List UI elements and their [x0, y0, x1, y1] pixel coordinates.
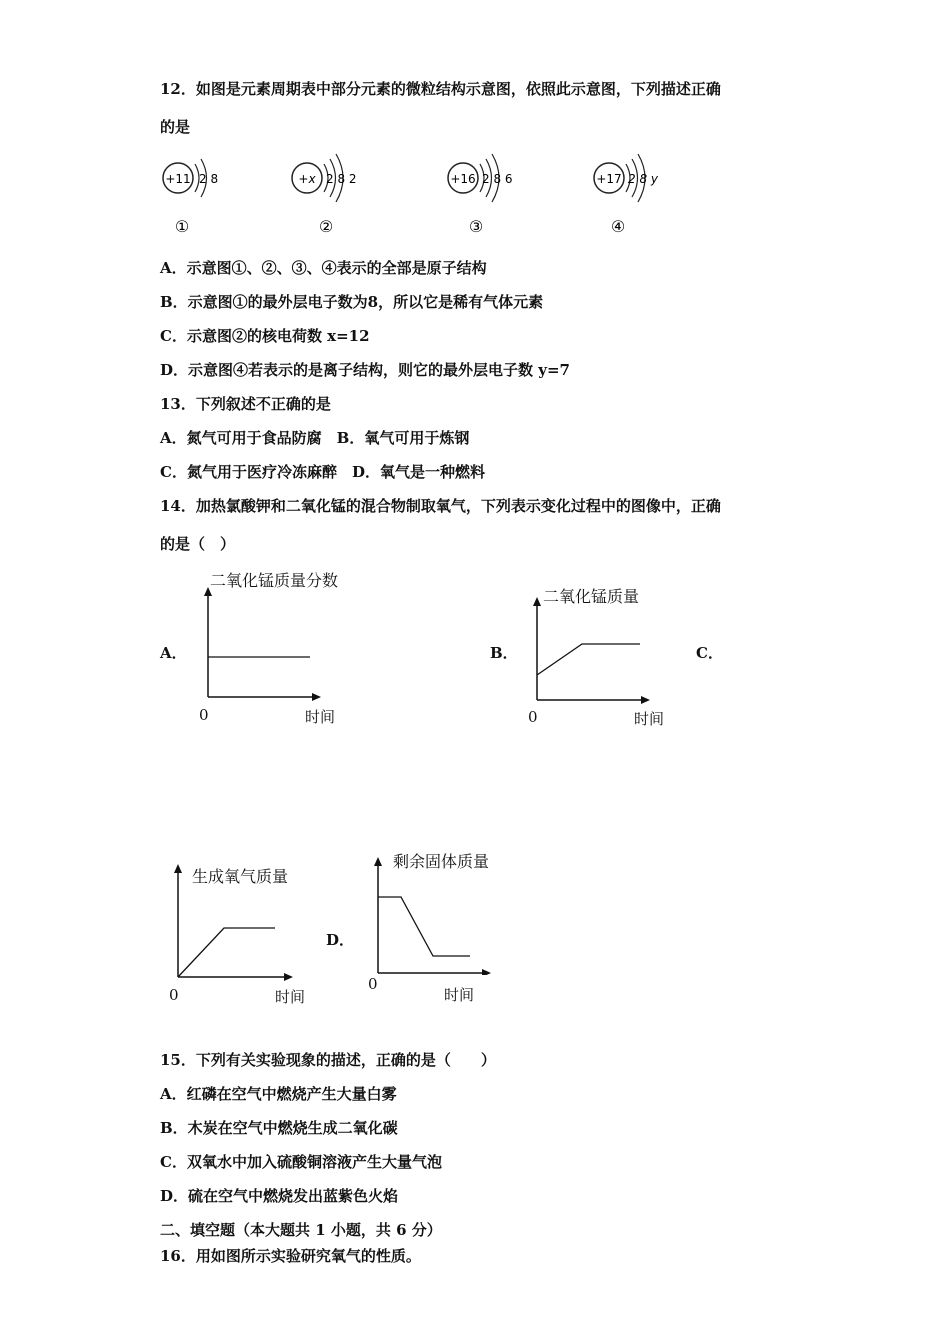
atom-diagram-4: [594, 154, 659, 236]
q15-option-c: C．双氧水中加入硫酸铜溶液产生大量气泡: [160, 1153, 442, 1171]
graph-d-curve: [378, 897, 470, 956]
graph-b-curve: [537, 644, 640, 675]
q14-label-c: C．: [696, 644, 723, 662]
q12-option-a: A．示意图①、②、③、④表示的全部是原子结构: [160, 259, 487, 277]
atom-2-label: ②: [318, 217, 334, 236]
atom-4-nucleus: +17: [596, 172, 622, 186]
atom-3-label: ③: [468, 217, 484, 236]
atom-1-label: ①: [174, 217, 190, 236]
graph-a: [195, 585, 335, 715]
graph-c-xlabel: 时间: [275, 988, 306, 1006]
graph-b: [524, 595, 664, 715]
q12-option-c: C．示意图②的核电荷数 x=12: [160, 327, 370, 345]
atom-3-nucleus: +16: [450, 172, 476, 186]
atom-2-shells: 2 8 2: [326, 172, 357, 186]
atom-4-label: ④: [610, 217, 626, 236]
q13-stem: 13．下列叙述不正确的是: [160, 395, 331, 413]
graph-a-title: 二氧化锰质量分数: [210, 571, 339, 590]
q13-options-cd: C．氮气用于医疗冷冻麻醉 D．氧气是一种燃料: [160, 463, 485, 481]
q14-label-a: A．: [160, 644, 187, 662]
q12-option-b: B．示意图①的最外层电子数为8，所以它是稀有气体元素: [160, 293, 544, 311]
q14-label-d: D．: [326, 931, 355, 949]
atom-diagram-2: [292, 154, 357, 236]
q15-option-d: D．硫在空气中燃烧发出蓝紫色火焰: [160, 1187, 399, 1205]
graph-c-curve: [178, 928, 275, 977]
q14-stem-line1: 14．加热氯酸钾和二氧化锰的混合物制取氧气，下列表示变化过程中的图像中，正确: [160, 497, 721, 515]
section-2-heading: 二、填空题（本大题共 1 小题，共 6 分）: [160, 1221, 442, 1239]
graph-b-origin: 0: [528, 708, 538, 726]
atom-2-nucleus: +x: [298, 172, 316, 186]
q12-option-d: D．示意图④若表示的是离子结构，则它的最外层电子数 y=7: [160, 361, 570, 379]
graph-a-origin: 0: [199, 706, 209, 724]
graph-d: [365, 855, 505, 975]
q13-options-ab: A．氮气可用于食品防腐 B．氧气可用于炼钢: [160, 429, 470, 447]
graph-b-xlabel: 时间: [634, 710, 665, 728]
graph-c-title: 生成氧气质量: [192, 867, 289, 886]
graph-c: [165, 862, 305, 982]
graph-d-origin: 0: [368, 975, 378, 993]
q14-label-b: B．: [490, 644, 518, 662]
q16-stem: 16．用如图所示实验研究氧气的性质。: [160, 1247, 421, 1265]
q15-stem: 15．下列有关实验现象的描述，正确的是（ ）: [160, 1051, 496, 1069]
atom-diagrams: [0, 148, 950, 238]
q15-option-b: B．木炭在空气中燃烧生成二氧化碳: [160, 1119, 398, 1137]
q14-stem-line2: 的是（ ）: [160, 535, 236, 553]
atom-1-nucleus: +11: [165, 172, 191, 186]
q12-stem-line1: 12．如图是元素周期表中部分元素的微粒结构示意图，依照此示意图，下列描述正确: [160, 80, 721, 98]
atom-diagram-1: [163, 159, 218, 236]
atom-4-shells: 2 8 y: [628, 172, 658, 186]
graph-d-xlabel: 时间: [444, 986, 475, 1004]
atom-1-shells: 2 8: [199, 172, 219, 186]
q12-stem-line2: 的是: [160, 118, 191, 136]
q15-option-a: A．红磷在空气中燃烧产生大量白雾: [160, 1085, 397, 1103]
graph-b-title: 二氧化锰质量: [543, 587, 640, 606]
graph-a-xlabel: 时间: [305, 708, 336, 726]
atom-diagram-3: [448, 154, 513, 236]
graph-d-title: 剩余固体质量: [393, 852, 490, 871]
graph-c-origin: 0: [169, 986, 179, 1004]
atom-3-shells: 2 8 6: [482, 172, 513, 186]
